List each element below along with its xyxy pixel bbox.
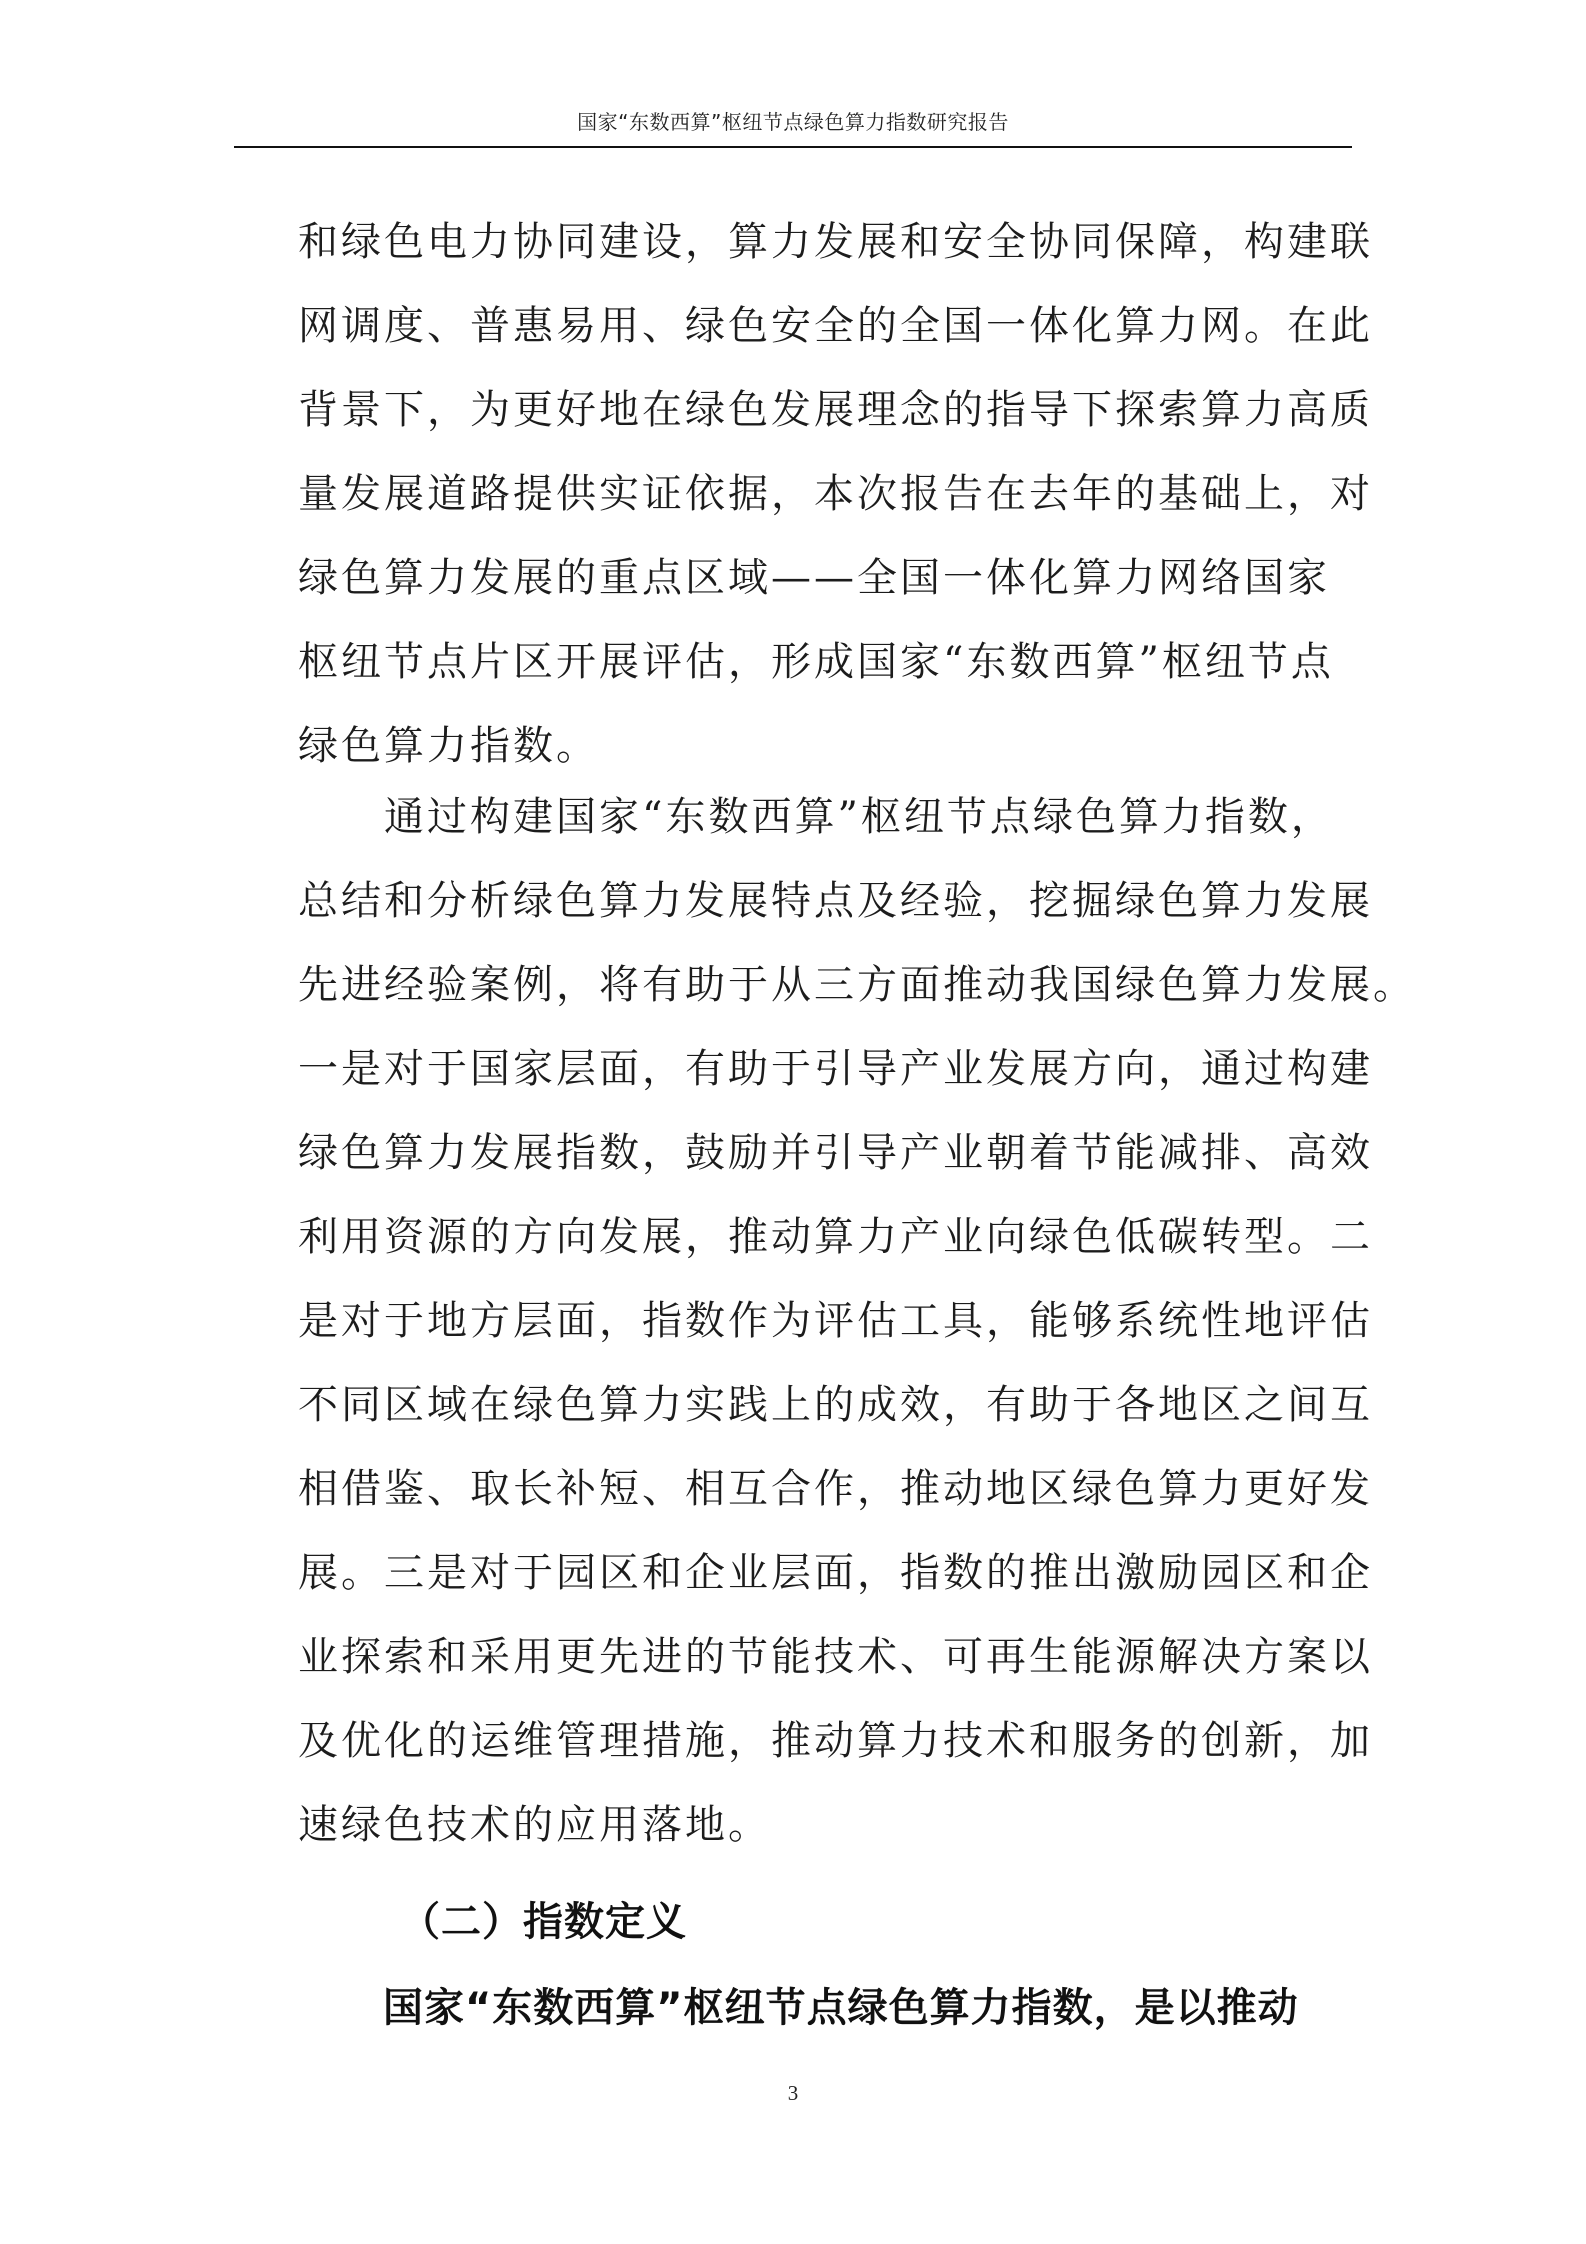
paragraph-background: [298, 200, 1373, 788]
running-header: 国家“东数西算”枢纽节点绿色算力指数研究报告: [577, 110, 1009, 134]
paragraph-significance: [298, 775, 1416, 1867]
paragraph-line: 及优化的运维管理措施，推动算力技术和服务的创新，加: [298, 1718, 1373, 1764]
paragraph-line: 绿色算力指数。: [298, 723, 599, 769]
paragraph-line: 量发展道路提供实证依据，本次报告在去年的基础上，对: [298, 471, 1373, 517]
paragraph-line: 和绿色电力协同建设，算力发展和安全协同保障，构建联: [298, 219, 1373, 265]
section-heading: （二）指数定义: [400, 1899, 687, 1945]
paragraph-line: 背景下，为更好地在绿色发展理念的指导下探索算力高质: [298, 387, 1373, 433]
paragraph-line: 一是对于国家层面，有助于引导产业发展方向，通过构建: [298, 1046, 1373, 1092]
paragraph-line: 网调度、普惠易用、绿色安全的全国一体化算力网。在此: [298, 303, 1373, 349]
paragraph-line: 绿色算力发展的重点区域——全国一体化算力网络国家: [298, 555, 1330, 601]
paragraph-line: 速绿色技术的应用落地。: [298, 1802, 771, 1848]
paragraph-line: 业探索和采用更先进的节能技术、可再生能源解决方案以: [298, 1634, 1373, 1680]
paragraph-line: 绿色算力发展指数，鼓励并引导产业朝着节能减排、高效: [298, 1130, 1373, 1176]
paragraph-line: 展。三是对于园区和企业层面，指数的推出激励园区和企: [298, 1550, 1373, 1596]
definition-first-line: 国家“东数西算”枢纽节点绿色算力指数，是以推动: [383, 1985, 1299, 2031]
paragraph-line: 总结和分析绿色算力发展特点及经验，挖掘绿色算力发展: [298, 878, 1373, 924]
paragraph-line: 枢纽节点片区开展评估，形成国家“东数西算”枢纽节点: [298, 639, 1334, 685]
paragraph-line: 相借鉴、取长补短、相互合作，推动地区绿色算力更好发: [298, 1466, 1373, 1512]
paragraph-line: 利用资源的方向发展，推动算力产业向绿色低碳转型。二: [298, 1214, 1373, 1260]
header-divider: [234, 146, 1352, 148]
paragraph-line: 是对于地方层面，指数作为评估工具，能够系统性地评估: [298, 1298, 1373, 1344]
paragraph-line: 不同区域在绿色算力实践上的成效，有助于各地区之间互: [298, 1382, 1373, 1428]
page-number: 3: [787, 2081, 799, 2105]
paragraph-line: 先进经验案例，将有助于从三方面推动我国绿色算力发展。: [298, 962, 1416, 1008]
paragraph-line: 通过构建国家“东数西算”枢纽节点绿色算力指数，: [298, 794, 1334, 840]
